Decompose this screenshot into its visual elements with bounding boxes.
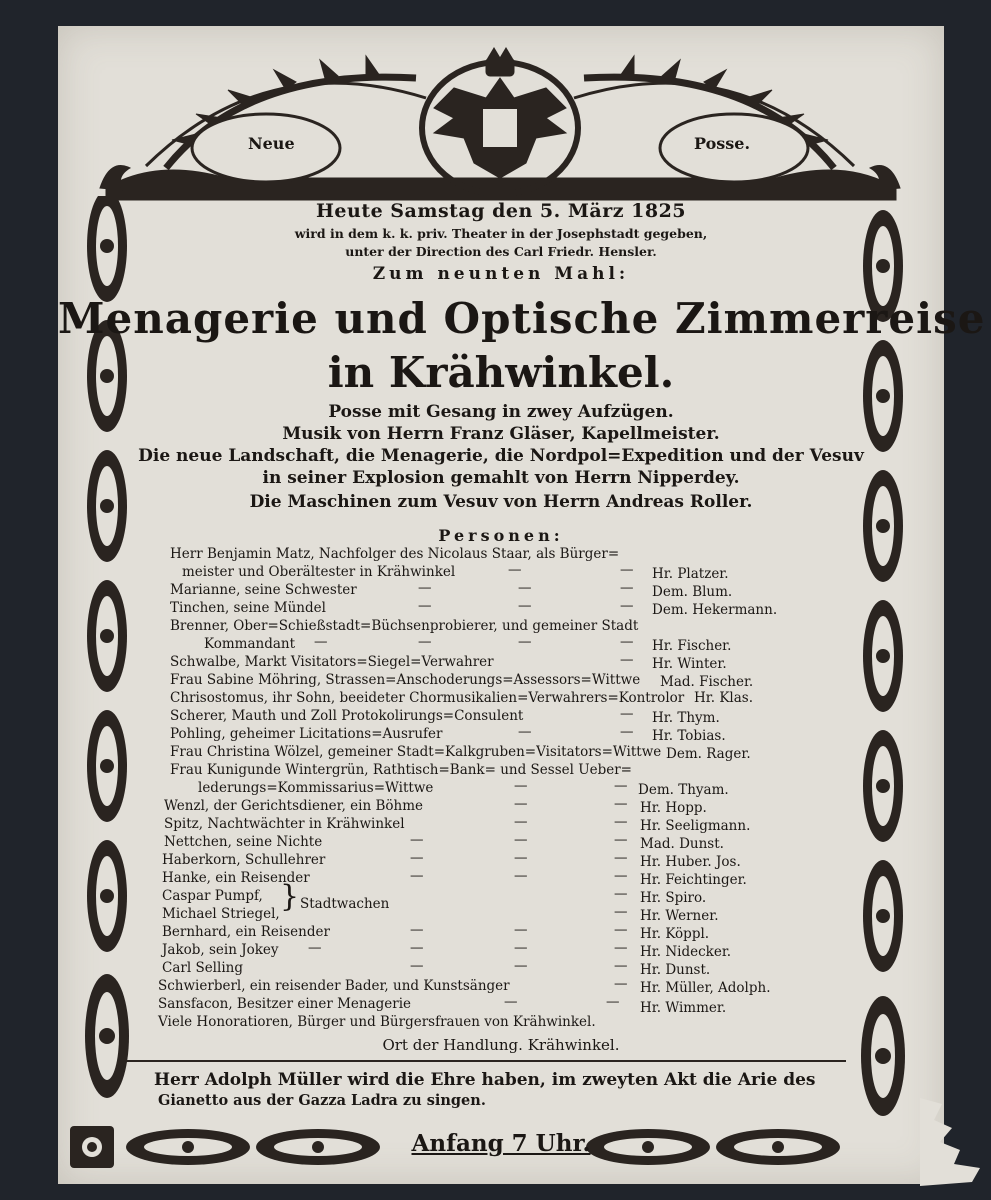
cast-role: Chrisostomus, ihr Sohn, beeideter Chormusikalien=Verwahrers=Kontrolor xyxy=(170,690,685,706)
cast-role: Haberkorn, Schullehrer xyxy=(162,852,326,868)
theater-line: wird in dem k. k. priv. Theater in der Josephstadt gegeben, xyxy=(294,226,708,241)
dash: — xyxy=(410,922,424,938)
cast-role: Brenner, Ober=Schießstadt=Büchsenprobierer, und gemeiner Stadt xyxy=(170,618,639,634)
direction-line: unter der Direction des Carl Friedr. Hensler. xyxy=(345,244,657,259)
dash: — xyxy=(514,778,528,794)
dash: — xyxy=(514,850,528,866)
performance-number: Zum neunten Mahl: xyxy=(372,264,630,284)
dash: — xyxy=(620,598,634,614)
cast-role: Marianne, seine Schwester xyxy=(170,582,357,598)
cast-actor: Hr. Dunst. xyxy=(640,962,711,978)
description-line: Posse mit Gesang in zwey Aufzügen. xyxy=(328,402,674,422)
cast-role: Scherer, Mauth und Zoll Protokolirungs=Consulent xyxy=(170,708,524,724)
dash: — xyxy=(614,868,628,884)
cast-role: Carl Selling xyxy=(162,960,243,976)
cast-actor: Dem. Thyam. xyxy=(638,782,729,798)
cast-role: Frau Sabine Möhring, Strassen=Anschoderungs=Assessors=Wittwe xyxy=(170,672,641,688)
dash: — xyxy=(518,598,532,614)
description-line: Musik von Herrn Franz Gläser, Kapellmeister. xyxy=(282,424,720,444)
cast-role: Hanke, ein Reisender xyxy=(162,870,310,886)
cast-role: Herr Benjamin Matz, Nachfolger des Nicolaus Staar, als Bürger= xyxy=(170,546,620,562)
dash: — xyxy=(410,958,424,974)
dash: — xyxy=(614,778,628,794)
cast-role: Bernhard, ein Reisender xyxy=(162,924,330,940)
dash: — xyxy=(614,958,628,974)
dash: — xyxy=(620,562,634,578)
cast-actor: Hr. Fischer. xyxy=(652,638,732,654)
cast-actor: Mad. Dunst. xyxy=(640,836,724,852)
cast-actor: Mad. Fischer. xyxy=(660,674,754,690)
cast-actor: Hr. Seeligmann. xyxy=(640,818,751,834)
cast-actor: Dem. Rager. xyxy=(666,746,751,762)
dash: — xyxy=(410,832,424,848)
cast-role: Frau Christina Wölzel, gemeiner Stadt=Kalkgruben=Visitators=Wittwe xyxy=(170,744,662,760)
dash: — xyxy=(620,724,634,740)
cast-actor: Hr. Spiro. xyxy=(640,890,707,906)
dash: — xyxy=(314,634,328,650)
dash: — xyxy=(606,994,620,1010)
header-word-right: Posse. xyxy=(694,134,751,153)
dash: — xyxy=(614,976,628,992)
dash: — xyxy=(508,562,522,578)
cast-actor: Hr. Thym. xyxy=(652,710,720,726)
cast-role: Tinchen, seine Mündel xyxy=(170,600,326,616)
dash: — xyxy=(614,832,628,848)
dash: — xyxy=(620,634,634,650)
cast-role: Michael Striegel, xyxy=(162,906,280,922)
dash: — xyxy=(614,886,628,902)
cast-role: Schwalbe, Markt Visitators=Siegel=Verwahrer xyxy=(170,654,494,670)
dash: — xyxy=(518,724,532,740)
cast-role: Pohling, geheimer Licitations=Ausrufer xyxy=(170,726,443,742)
title-line-1: Menagerie und Optische Zimmerreise xyxy=(58,294,986,343)
cast-actor: Hr. Klas. xyxy=(694,690,753,706)
dash: — xyxy=(504,994,518,1010)
dash: — xyxy=(410,940,424,956)
dash: — xyxy=(614,850,628,866)
dash: — xyxy=(418,580,432,596)
dash: — xyxy=(418,634,432,650)
cast-role: Viele Honoratioren, Bürger und Bürgersfrauen von Krähwinkel. xyxy=(158,1014,596,1030)
cast-role: Frau Kunigunde Wintergrün, Rathtisch=Bank= und Sessel Ueber= xyxy=(170,762,632,778)
torn-paper-corner xyxy=(920,1098,984,1188)
cast-actor: Hr. Werner. xyxy=(640,908,719,924)
dash: — xyxy=(518,580,532,596)
cast-role: meister und Oberältester in Krähwinkel xyxy=(182,564,456,580)
cast-role: Spitz, Nachtwächter in Krähwinkel xyxy=(164,816,405,832)
dash: — xyxy=(514,940,528,956)
eagle-crest-ornament xyxy=(96,38,904,213)
cast-actor: Dem. Hekermann. xyxy=(652,602,778,618)
dash: — xyxy=(514,832,528,848)
description-line: in seiner Explosion gemahlt von Herrn Nipperdey. xyxy=(262,468,740,488)
cast-actor: Hr. Nidecker. xyxy=(640,944,732,960)
cast-actor: Hr. Müller, Adolph. xyxy=(640,980,771,996)
cast-actor: Hr. Hopp. xyxy=(640,800,707,816)
dash: — xyxy=(518,634,532,650)
cast-role: Sansfacon, Besitzer einer Menagerie xyxy=(158,996,412,1012)
playbill-sheet xyxy=(58,26,986,1184)
cast-role: Jakob, sein Jokey xyxy=(162,942,279,958)
dash: — xyxy=(620,580,634,596)
dash: — xyxy=(514,868,528,884)
divider-rule xyxy=(120,1060,846,1062)
dash: — xyxy=(614,814,628,830)
dash: — xyxy=(514,922,528,938)
cast-actor: Hr. Winter. xyxy=(652,656,727,672)
cast-actor: Hr. Wimmer. xyxy=(640,1000,727,1016)
dash: — xyxy=(620,652,634,668)
dash: — xyxy=(514,814,528,830)
header-word-left: Neue xyxy=(248,134,295,153)
dash: — xyxy=(308,940,322,956)
curly-brace: } xyxy=(280,879,300,914)
setting-line: Ort der Handlung. Krähwinkel. xyxy=(382,1036,620,1054)
cast-role: Wenzl, der Gerichtsdiener, ein Böhme xyxy=(164,798,424,814)
guard-group-label: Stadtwachen xyxy=(300,896,390,912)
dash: — xyxy=(614,904,628,920)
dash: — xyxy=(614,940,628,956)
dash: — xyxy=(514,958,528,974)
dash: — xyxy=(620,706,634,722)
title-line-2: in Krähwinkel. xyxy=(327,348,675,397)
cast-actor: Hr. Köppl. xyxy=(640,926,710,942)
cast-role: Kommandant xyxy=(204,636,296,652)
cast-role: Schwierberl, ein reisender Bader, und Kunstsänger xyxy=(158,978,510,994)
cast-role: Caspar Pumpf, xyxy=(162,888,263,904)
cast-role: lederungs=Kommissarius=Wittwe xyxy=(198,780,434,796)
date-line: Heute Samstag den 5. März 1825 xyxy=(315,200,687,222)
cast-role: Nettchen, seine Nichte xyxy=(164,834,323,850)
dash: — xyxy=(614,922,628,938)
cast-actor: Hr. Huber. Jos. xyxy=(640,854,741,870)
cast-actor: Hr. Tobias. xyxy=(652,728,726,744)
cast-actor: Hr. Feichtinger. xyxy=(640,872,747,888)
cast-heading: Personen: xyxy=(438,526,564,545)
start-time: Anfang 7 Uhr. xyxy=(411,1130,591,1157)
dash: — xyxy=(514,796,528,812)
note-line-2: Gianetto aus der Gazza Ladra zu singen. xyxy=(158,1092,486,1109)
cast-actor: Dem. Blum. xyxy=(652,584,733,600)
dash: — xyxy=(614,796,628,812)
description-line: Die Maschinen zum Vesuv von Herrn Andreas Roller. xyxy=(249,492,753,512)
note-line-1: Herr Adolph Müller wird die Ehre haben, im zweyten Akt die Arie des xyxy=(154,1070,816,1090)
dash: — xyxy=(410,850,424,866)
dash: — xyxy=(410,868,424,884)
cast-actor: Hr. Platzer. xyxy=(652,566,729,582)
dash: — xyxy=(418,598,432,614)
description-line: Die neue Landschaft, die Menagerie, die Nordpol=Expedition und der Vesuv xyxy=(138,446,864,466)
